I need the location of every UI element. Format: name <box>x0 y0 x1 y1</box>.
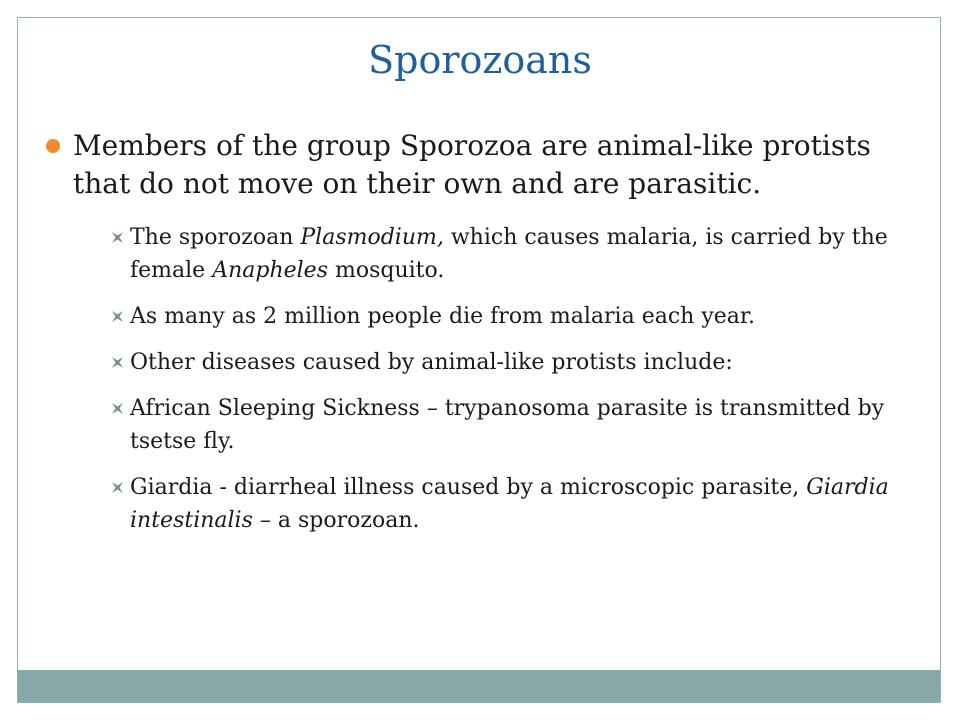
ornament-bullet-icon <box>112 482 123 493</box>
circle-bullet-icon <box>46 139 60 153</box>
main-bullet <box>46 127 906 203</box>
ornament-bullet-icon <box>112 403 123 414</box>
text-segment: African Sleeping Sickness – trypanosoma parasite is transmitted by tsetse fly. <box>130 396 885 454</box>
ornament-bullet-icon <box>112 311 123 322</box>
sub-bullet-text <box>130 304 755 329</box>
sub-bullet <box>46 300 906 333</box>
italic-term: Anapheles <box>212 258 328 283</box>
ornament-bullet-icon <box>112 357 123 368</box>
ornament-bullet-icon <box>112 232 123 243</box>
sub-bullet-text <box>130 350 733 375</box>
sub-bullet <box>46 346 906 379</box>
footer-band <box>18 670 940 702</box>
main-bullet-text: Members of the group Sporozoa are animal-like protists that do not move on their own and are parasitic. <box>73 129 871 200</box>
sub-bullet <box>46 471 906 537</box>
sub-bullet-text <box>130 475 889 533</box>
slide-body <box>46 127 906 550</box>
text-segment: – a sporozoan. <box>252 508 420 533</box>
text-segment: As many as 2 million people die from malaria each year. <box>130 304 755 329</box>
italic-term: Plasmodium, <box>300 225 444 250</box>
text-segment: mosquito. <box>328 258 445 283</box>
sub-bullet-list <box>46 221 906 537</box>
sub-bullet-text <box>130 396 884 454</box>
text-segment: The sporozoan <box>130 225 301 250</box>
slide-title: Sporozoans <box>368 38 592 82</box>
sub-bullet-text <box>130 225 888 283</box>
text-segment: Giardia - diarrheal illness caused by a microscopic parasite, <box>130 475 807 500</box>
text-segment: Other diseases caused by animal-like protists include: <box>130 350 733 375</box>
sub-bullet <box>46 221 906 287</box>
sub-bullet <box>46 392 906 458</box>
text-segment: which causes malaria, is carried by the female <box>130 225 888 283</box>
italic-term: Giardia intestinalis <box>130 475 889 533</box>
